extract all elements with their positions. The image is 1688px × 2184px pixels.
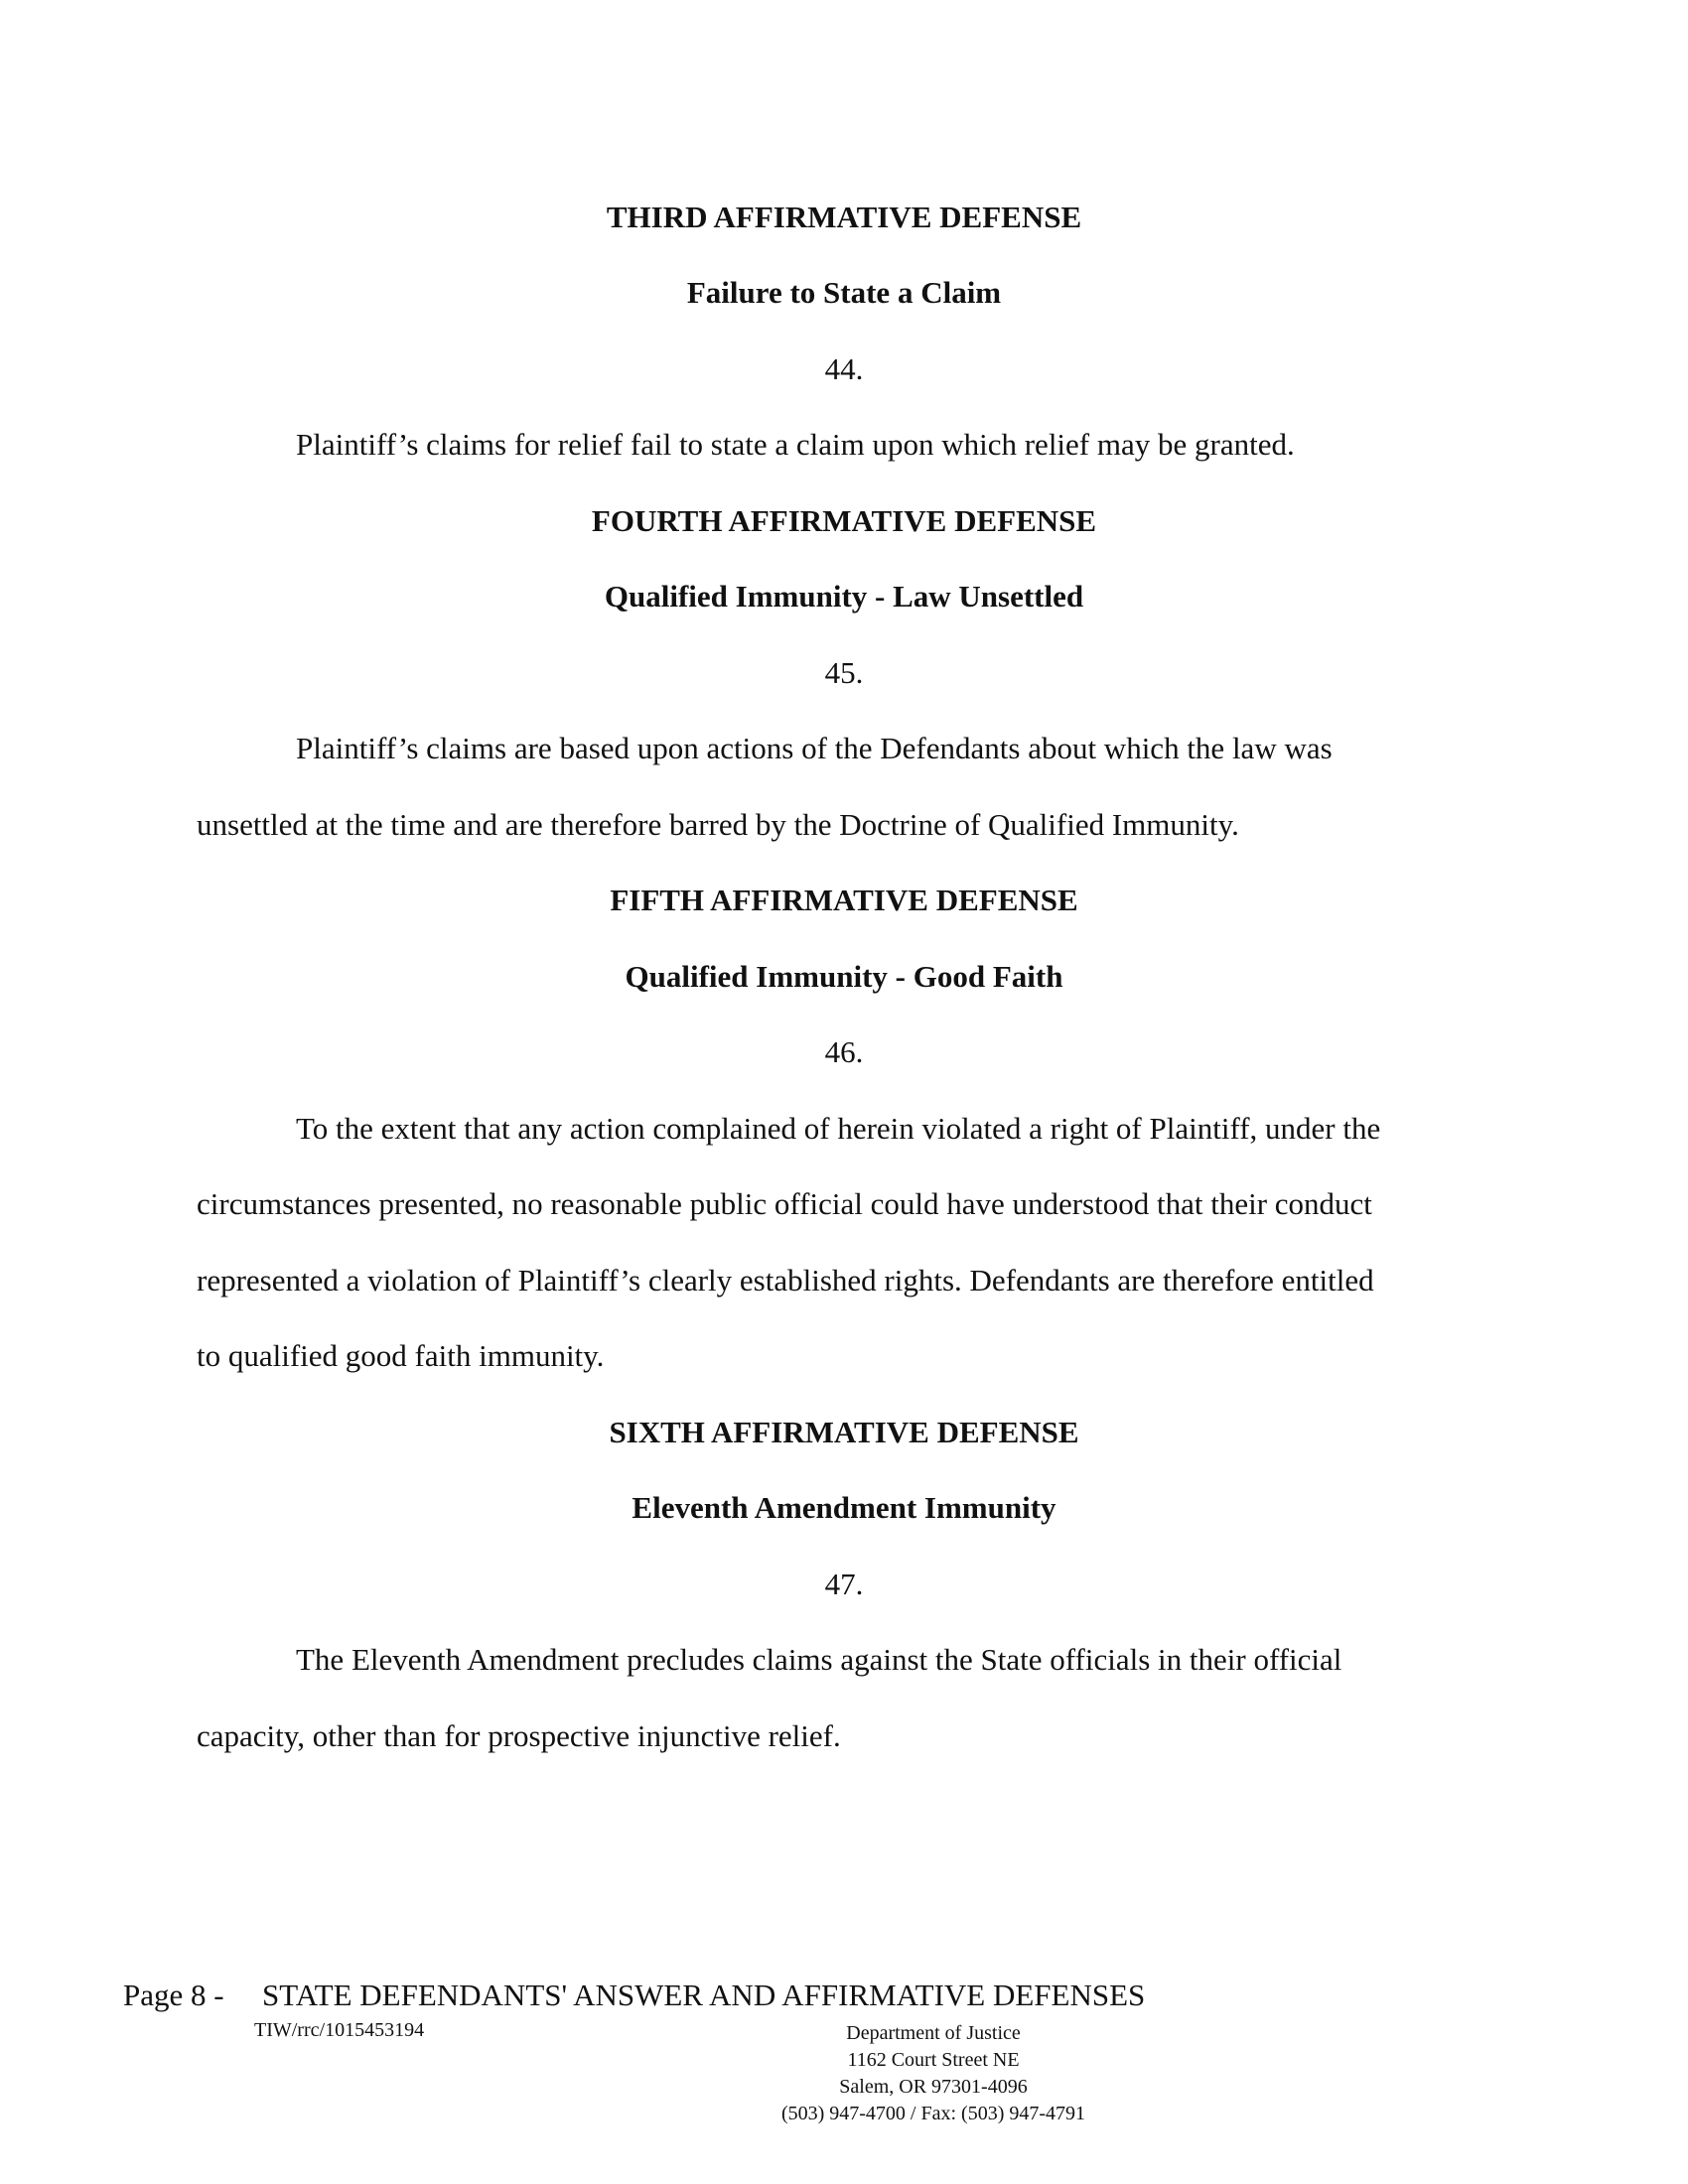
address-phone: (503) 947-4700 / Fax: (503) 947-4791 xyxy=(780,2103,1086,2124)
paragraph-text-line: Plaintiff’s claims are based upon actions of the Defendants about which the law was xyxy=(296,731,1333,765)
paragraph-text-line: unsettled at the time and are therefore barred by the Doctrine of Qualified Immunity. xyxy=(197,807,1239,842)
section-heading: FIFTH AFFIRMATIVE DEFENSE xyxy=(610,883,1078,917)
paragraph-number: 44. xyxy=(824,351,864,386)
document-reference: TIW/rrc/1015453194 xyxy=(254,2019,425,2041)
paragraph-text-line: Plaintiff’s claims for relief fail to state a claim upon which relief may be granted. xyxy=(296,427,1295,462)
address-city: Salem, OR 97301-4096 xyxy=(839,2076,1028,2098)
section-heading: FOURTH AFFIRMATIVE DEFENSE xyxy=(591,503,1097,538)
paragraph-text-line: circumstances presented, no reasonable public official could have understood that their conduct xyxy=(197,1186,1372,1221)
section-subheading: Qualified Immunity - Good Faith xyxy=(625,959,1063,994)
address-street: 1162 Court Street NE xyxy=(847,2049,1020,2071)
section-heading: THIRD AFFIRMATIVE DEFENSE xyxy=(606,200,1082,234)
section-heading: SIXTH AFFIRMATIVE DEFENSE xyxy=(609,1415,1079,1449)
section-subheading: Failure to State a Claim xyxy=(686,275,1002,310)
paragraph-text-line: to qualified good faith immunity. xyxy=(197,1338,605,1373)
paragraph-number: 45. xyxy=(824,655,864,690)
paragraph-number: 46. xyxy=(824,1034,864,1069)
address-office: Department of Justice xyxy=(846,2022,1021,2044)
paragraph-text-line: The Eleventh Amendment precludes claims against the State officials in their official xyxy=(296,1642,1342,1677)
paragraph-number: 47. xyxy=(824,1567,864,1601)
office-address xyxy=(655,2020,1211,2127)
paragraph-text-line: To the extent that any action complained of herein violated a right of Plaintiff, under the xyxy=(296,1111,1381,1146)
paragraph-text-line: capacity, other than for prospective injunctive relief. xyxy=(197,1718,841,1753)
paragraph-text-line: represented a violation of Plaintiff’s clearly established rights. Defendants are therefore entitled xyxy=(197,1263,1374,1297)
page-number-label: Page 8 - xyxy=(123,1978,224,2012)
document-title: STATE DEFENDANTS' ANSWER AND AFFIRMATIVE DEFENSES xyxy=(262,1978,1146,2012)
section-subheading: Qualified Immunity - Law Unsettled xyxy=(604,579,1084,614)
section-subheading: Eleventh Amendment Immunity xyxy=(632,1490,1056,1525)
